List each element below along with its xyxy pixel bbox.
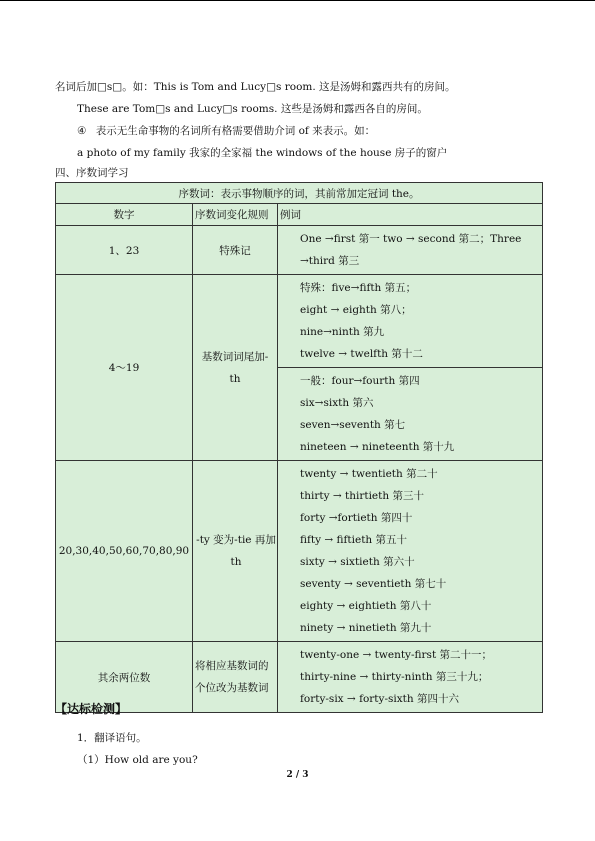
section-heading-ordinals: 四、序数词学习 [55,167,129,179]
exercise-question-1: 1．翻译语句。 [77,732,147,744]
paragraph-possessive-shared: 名词后加□s□。如：This is Tom and Lucy□s room. 这是汤姆和露西共有的房间。 [55,81,456,93]
example-line: twenty-one → twenty-first 第二十一； [300,649,493,661]
example-line: eighty → eightieth 第八十 [300,600,432,612]
example-line: 特殊：five→fifth 第五； [300,282,417,294]
example-line: forty-six → forty-sixth 第四十六 [300,693,459,705]
exercise-question-1-1: （1）How old are you? [77,754,198,766]
row-4-19-number: 4～19 [56,275,193,461]
header-rule: 序数词变化规则 [193,204,278,226]
example-line: eight → eighth 第八； [300,304,412,316]
row-tens-rule: -ty 变为-tie 再加 th [193,461,278,642]
row-4-19-rule: 基数词词尾加-th [193,275,278,461]
example-line: seven→seventh 第七 [300,419,406,431]
header-number: 数字 [56,204,193,226]
row-other-number: 其余两位数 [56,642,193,713]
example-line: thirty-nine → thirty-ninth 第三十九； [300,671,489,683]
circled-number-4: ④ [77,125,87,137]
row-other-rule: 将相应基数词的个位改为基数词 [193,642,278,713]
example-line: thirty → thirtieth 第三十 [300,490,424,502]
row-tens-examples [278,461,543,642]
example-line: six→sixth 第六 [300,397,374,409]
example-line: ninety → ninetieth 第九十 [300,622,432,634]
example-line: twelve → twelfth 第十二 [300,348,423,360]
example-line: fifty → fiftieth 第五十 [300,534,408,546]
header-examples: 例词 [278,204,543,226]
row-other-examples [278,642,543,713]
top-rule [0,0,595,1]
exercise-heading: 【达标检测】 [55,702,128,716]
row-1-23-rule: 特殊记 [193,226,278,275]
table-title: 序数词：表示事物顺序的词，其前常加定冠词 the。 [56,183,543,204]
example-line: nine→ninth 第九 [300,326,385,338]
row-tens-number: 20,30,40,50,60,70,80,90 [56,461,193,642]
example-line: sixty → sixtieth 第六十 [300,556,415,568]
paragraph-inanimate-rule [77,124,375,138]
row-4-19-special-examples [278,275,543,368]
rule-text: 表示无生命事物的名词所有格需要借助介词 of 来表示。如： [95,125,376,137]
example-line: One →first 第一 two → second 第二；Three →third 第三 [300,233,522,267]
ordinal-numbers-table [55,182,543,713]
example-line: nineteen → nineteenth 第十九 [300,441,455,453]
row-1-23-number: 1、23 [56,226,193,275]
row-1-23-examples [278,226,543,275]
example-line: 一般：four→fourth 第四 [300,375,420,387]
row-4-19-general-examples [278,368,543,461]
example-line: forty →fortieth 第四十 [300,512,413,524]
page-number: 2 / 3 [286,770,309,780]
example-line: seventy → seventieth 第七十 [300,578,447,590]
paragraph-of-examples: a photo of my family 我家的全家福 the windows of the house 房子的窗户 [77,147,448,159]
example-line: twenty → twentieth 第二十 [300,468,438,480]
paragraph-possessive-separate: These are Tom□s and Lucy□s rooms. 这些是汤姆和露西各自的房间。 [77,103,428,115]
